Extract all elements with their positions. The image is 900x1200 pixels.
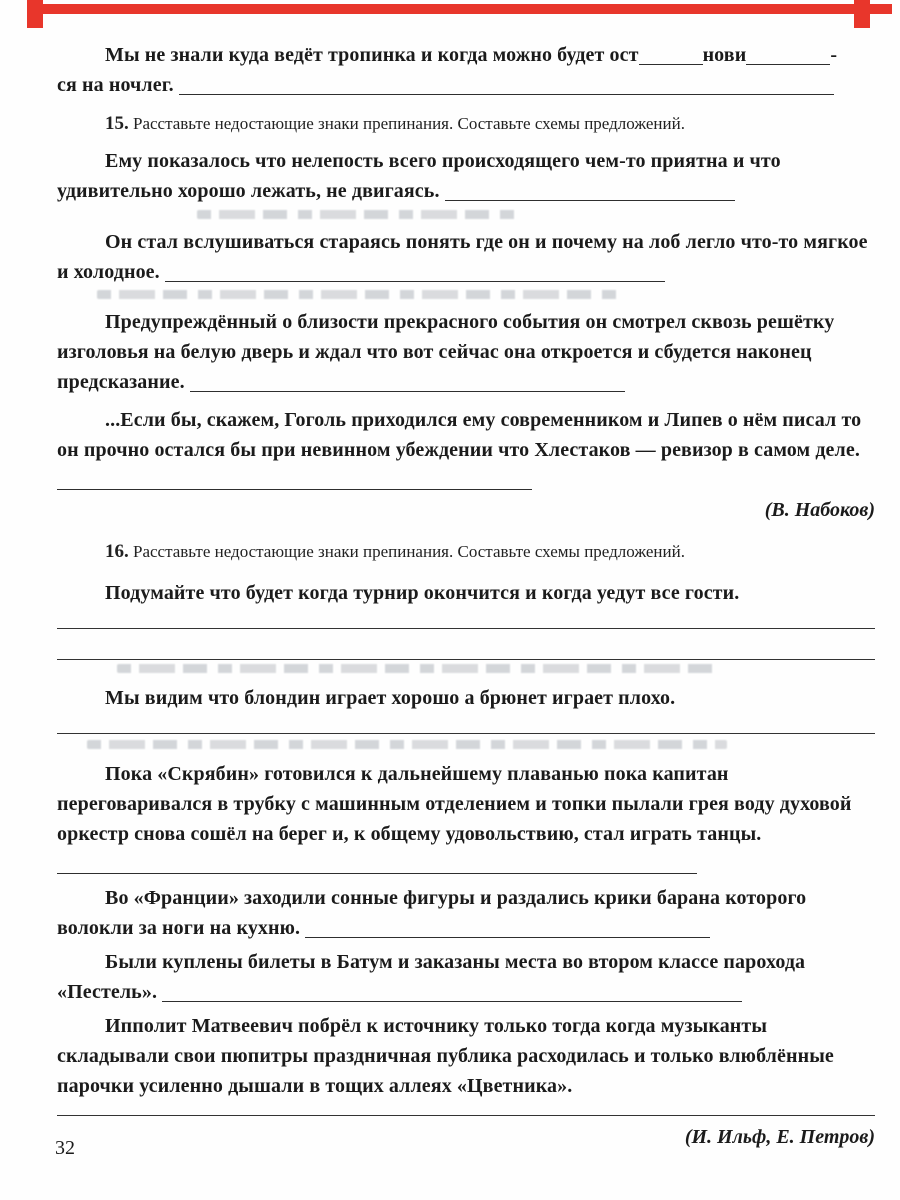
carryover-sentence xyxy=(57,40,875,100)
writing-line xyxy=(57,733,875,734)
page-content xyxy=(57,40,875,1157)
sentence-text: ...Если бы, скажем, Гоголь приходился ему современником и Липев о нём писал то он прочно остался бы при невинном убеждении что Хлестаков — ревизор в самом деле. xyxy=(57,409,862,461)
answer-blank-line xyxy=(305,937,710,938)
sentence-text: Подумайте что будет когда турнир окончится и когда уедут все гости. xyxy=(105,582,740,604)
bleed-through-ink xyxy=(117,664,717,673)
exercise-15-sentence-1 xyxy=(57,146,875,206)
exercise-15-sentence-3 xyxy=(57,307,875,397)
exercise-16-heading xyxy=(57,540,875,564)
exercise-15-instruction: Расставьте недостающие знаки препинания. Составьте схемы предложений. xyxy=(133,114,685,133)
writing-line xyxy=(57,659,875,660)
sentence-text: нови xyxy=(702,44,747,66)
exercise-16-sentence-5 xyxy=(57,947,875,1007)
top-right-corner-mark xyxy=(854,0,870,28)
page-number: 32 xyxy=(55,1137,75,1159)
answer-blank-line xyxy=(165,281,665,282)
answer-blank-line xyxy=(190,391,625,392)
answer-blank-line xyxy=(162,1001,742,1002)
answer-blank-line xyxy=(445,200,735,201)
exercise-15-sentence-4 xyxy=(57,405,875,495)
answer-blank-line xyxy=(179,94,834,95)
sentence-text: Он стал вслушиваться стараясь понять где он и почему на лоб легло что-то мягкое и холодное. xyxy=(57,231,868,283)
letter-blank xyxy=(639,64,703,65)
sentence-text: Мы видим что блондин играет хорошо а брюнет играет плохо. xyxy=(105,687,676,709)
writing-line xyxy=(57,1115,875,1116)
exercise-16-attribution: (И. Ильф, Е. Петров) xyxy=(684,1126,875,1148)
writing-line xyxy=(57,628,875,629)
top-border-bar xyxy=(30,4,892,14)
exercise-16-sentence-2 xyxy=(57,683,875,713)
exercise-16-sentence-3 xyxy=(57,759,875,879)
exercise-16-sentence-6 xyxy=(57,1011,875,1101)
bleed-through-ink xyxy=(87,740,727,749)
answer-blank-line xyxy=(57,489,532,490)
exercise-15-sentence-2 xyxy=(57,227,875,287)
letter-blank xyxy=(746,64,830,65)
sentence-text: Ему показалось что нелепость всего происходящего чем-то приятна и что удивительно хорошо лежать, не двигаясь. xyxy=(57,150,781,202)
carryover-line-1 xyxy=(105,44,837,66)
sentence-text: Были куплены билеты в Батум и заказаны места во втором классе парохода «Пестель». xyxy=(57,951,806,1003)
exercise-15-number: 15. xyxy=(105,113,129,134)
bleed-through-ink xyxy=(97,290,617,299)
answer-blank-line xyxy=(57,873,697,874)
exercise-15-heading xyxy=(57,112,875,136)
hyphen: - xyxy=(830,44,838,66)
exercise-16-instruction: Расставьте недостающие знаки препинания. Составьте схемы предложений. xyxy=(133,542,685,561)
sentence-text: Во «Франции» заходили сонные фигуры и раздались крики барана которого волокли за ноги на кухню. xyxy=(57,887,807,939)
sentence-text: Ипполит Матвеевич побрёл к источнику только тогда когда музыканты складывали свои пюпитры праздничная публика расходилась и только влюблённые парочки усиленно дышали в тощих аллеях «Цветника». xyxy=(57,1015,834,1097)
exercise-16-sentence-1 xyxy=(57,578,875,608)
exercise-16-sentence-4 xyxy=(57,883,875,943)
sentence-text: ся на ночлег. xyxy=(57,74,174,96)
sentence-text: Пока «Скрябин» готовился к дальнейшему плаванью пока капитан переговаривался в трубку с машинным отделением и топки пылали грея воду духовой оркестр снова сошёл на берег и, к общему удовольствию, стал играть танцы. xyxy=(57,763,852,845)
sentence-text: Мы не знали куда ведёт тропинка и когда можно будет ост xyxy=(105,44,639,66)
exercise-15-attribution: (В. Набоков) xyxy=(764,499,875,521)
exercise-16-number: 16. xyxy=(105,541,129,562)
sentence-text: Предупреждённый о близости прекрасного события он смотрел сквозь решётку изголовья на белую дверь и ждал что вот сейчас она откроется и сбудется наконец предсказание. xyxy=(57,311,835,393)
top-left-corner-mark xyxy=(27,0,43,28)
bleed-through-ink xyxy=(197,210,517,219)
